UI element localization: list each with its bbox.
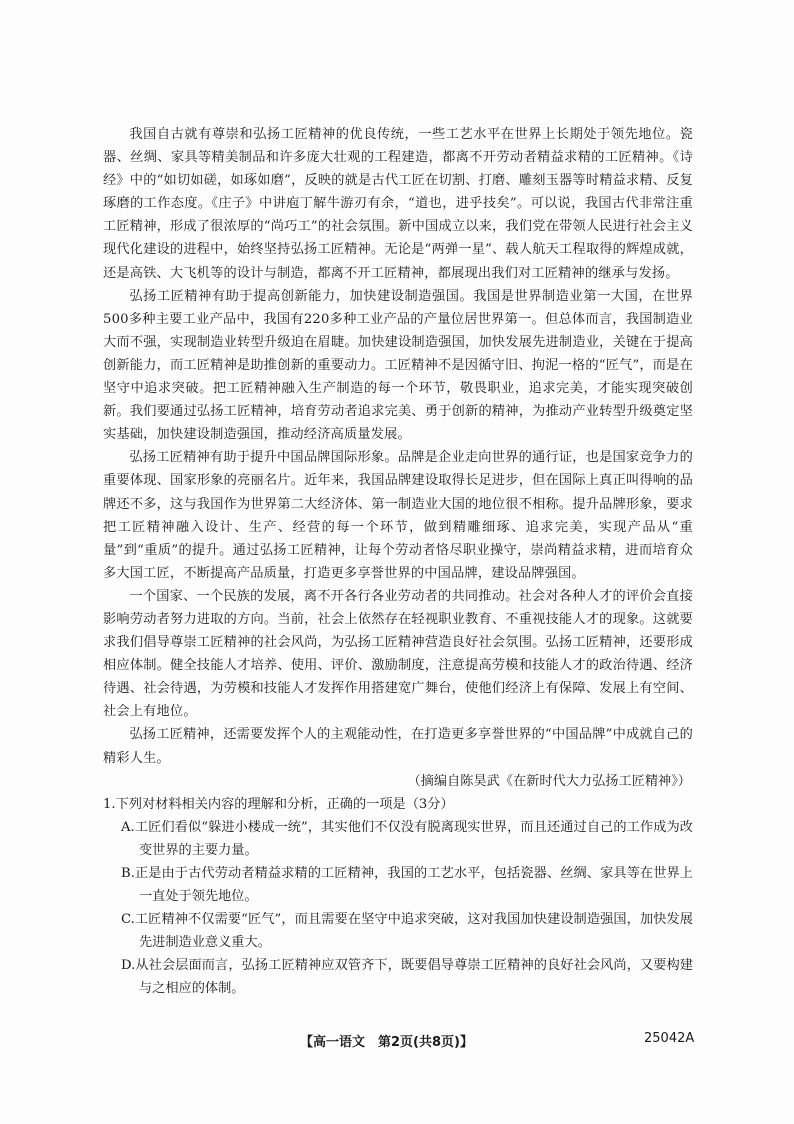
- question-1: [103, 793, 693, 1001]
- option-c: C.工匠精神不仅需要“匠气”，而且需要在坚守中追求突破，这对我国加快建设制造强国，加快发展先进制造业意义重大。: [121, 912, 693, 951]
- option-b: B.正是由于古代劳动者精益求精的工匠精神，我国的工艺水平，包括瓷器、丝绸、家具等在世界上一直处于领先地位。: [121, 866, 693, 905]
- passage-paragraph-5: 弘扬工匠精神，还需要发挥个人的主观能动性，在打造更多享誉世界的“中国品牌”中成就自己的精彩人生。: [103, 727, 693, 766]
- footer-page-label: 【高一语文 第2页(共8页)】: [300, 1035, 473, 1050]
- footer-code: 25042A: [644, 1031, 695, 1046]
- passage-paragraph-4: 一个国家、一个民族的发展，离不开各行各业劳动者的共同推动。社会对各种人才的评价会直接影响劳动者努力进取的方向。当前，社会上依然存在轻视职业教育、不重视技能人才的现象。这就要求我们倡导尊崇工匠精神的社会风尚，为弘扬工匠精神营造良好社会氛围。弘扬工匠精神，还要形成相应体制。健全技能人才培养、使用、评价、激励制度，注意提高劳模和技能人才的政治待遇、经济待遇、社会待遇，为劳模和技能人才发挥作用搭建宽广舞台，使他们经济上有保障、发展上有空间、社会上有地位。: [103, 588, 693, 720]
- question-stem: 1.下列对材料相关内容的理解和分析，正确的一项是（3分）: [103, 796, 454, 812]
- passage-paragraph-2: 弘扬工匠精神有助于提高创新能力，加快建设制造强国。我国是世界制造业第一大国，在世界500多种主要工业产品中，我国有220多种工业产品的产量位居世界第一。但总体而言，我国制造业大而不强，实现制造业转型升级迫在眉睫。加快建设制造强国，加快发展先进制造业，关键在于提高创新能力，而工匠精神是助推创新的重要动力。工匠精神不是因循守旧、拘泥一格的“匠气”，而是在坚守中追求突破。把工匠精神融入生产制造的每一个环节，敬畏职业，追求完美，才能实现突破创新。我们要通过弘扬工匠精神，培育劳动者追求完美、勇于创新的精神，为推动产业转型升级奠定坚实基础，加快建设制造强国，推动经济高质量发展。: [103, 288, 693, 443]
- passage-source: （摘编自陈昊武《在新时代大力弘扬工匠精神》）: [407, 773, 691, 789]
- option-d: D.从社会层面而言，弘扬工匠精神应双管齐下，既要倡导尊崇工匠精神的良好社会风尚，又要构建与之相应的体制。: [121, 958, 693, 997]
- page-footer: [0, 1031, 794, 1055]
- option-a: A.工匠们看似“躲进小楼成一统”，其实他们不仅没有脱离现实世界，而且还通过自己的工作成为改变世界的主要力量。: [121, 819, 693, 858]
- passage-paragraph-1: 我国自古就有尊崇和弘扬工匠精神的优良传统，一些工艺水平在世界上长期处于领先地位。瓷器、丝绸、家具等精美制品和许多庞大壮观的工程建造，都离不开劳动者精益求精的工匠精神。《诗经》中的“如切如磋，如琢如磨”，反映的就是古代工匠在切割、打磨、雕刻玉器等时精益求精、反复琢磨的工作态度。《庄子》中讲庖丁解牛游刃有余，“道也，进乎技矣”。可以说，我国古代非常注重工匠精神，形成了很浓厚的“尚巧工”的社会氛围。新中国成立以来，我们党在带领人民进行社会主义现代化建设的进程中，始终坚持弘扬工匠精神。无论是“两弹一星”、载人航天工程取得的辉煌成就，还是高铁、大飞机等的设计与制造，都离不开工匠精神，都展现出我们对工匠精神的继承与发扬。: [103, 127, 693, 281]
- page-content: [103, 123, 693, 1001]
- passage-paragraph-3: 弘扬工匠精神有助于提升中国品牌国际形象。品牌是企业走向世界的通行证，也是国家竞争力的重要体现、国家形象的亮丽名片。近年来，我国品牌建设取得长足进步，但在国际上真正叫得响的品牌还不多，这与我国作为世界第二大经济体、第一制造业大国的地位很不相称。提升品牌形象，要求把工匠精神融入设计、生产、经营的每一个环节，做到精雕细琢、追求完美，实现产品从“重量”到“重质”的提升。通过弘扬工匠精神，让每个劳动者恪尽职业操守，崇尚精益求精，进而培育众多大国工匠，不断提高产品质量，打造更多享誉世界的中国品牌，建设品牌强国。: [103, 450, 693, 581]
